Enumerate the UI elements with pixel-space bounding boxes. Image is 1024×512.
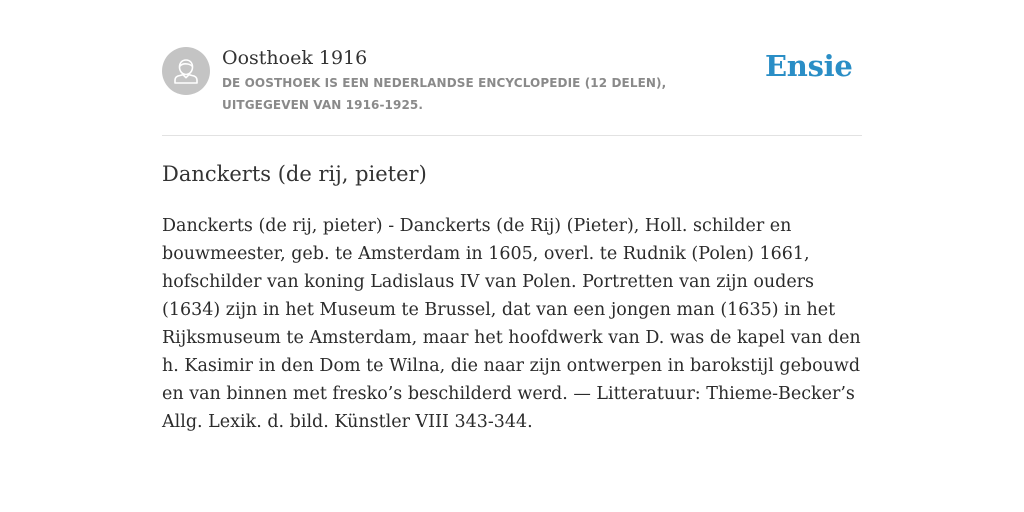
avatar <box>162 47 210 95</box>
site-logo[interactable]: Ensie <box>765 49 853 83</box>
divider <box>162 135 862 136</box>
source-name[interactable]: Oosthoek 1916 <box>222 47 368 69</box>
article-title: Danckerts (de rij, pieter) <box>162 162 427 186</box>
source-description: DE OOSTHOEK IS EEN NEDERLANDSE ENCYCLOPEDIE (12 DELEN), UITGEGEVEN VAN 1916-1925. <box>222 76 667 112</box>
source-header <box>162 44 862 136</box>
article-body: Danckerts (de rij, pieter) - Danckerts (de Rij) (Pieter), Holl. schilder en bouwmeester, geb. te Amsterdam in 1605, overl. te Rudnik (Polen) 1661, hofschilder van koning Ladislaus IV van Polen. Portretten van zijn ouders (1634) zijn in het Museum te Brussel, dat van een jongen man (1635) in het Rijksmuseum te Amsterdam, maar het hoofdwerk van D. was de kapel van den h. Kasimir in den Dom te Wilna, die naar zijn ontwerpen in barokstijl gebouwd en van binnen met fresko’s beschilderd werd. — Litteratuur: Thieme-Becker’s Allg. Lexik. d. bild. Künstler VIII 343-344. <box>162 216 861 432</box>
user-icon <box>162 47 210 95</box>
